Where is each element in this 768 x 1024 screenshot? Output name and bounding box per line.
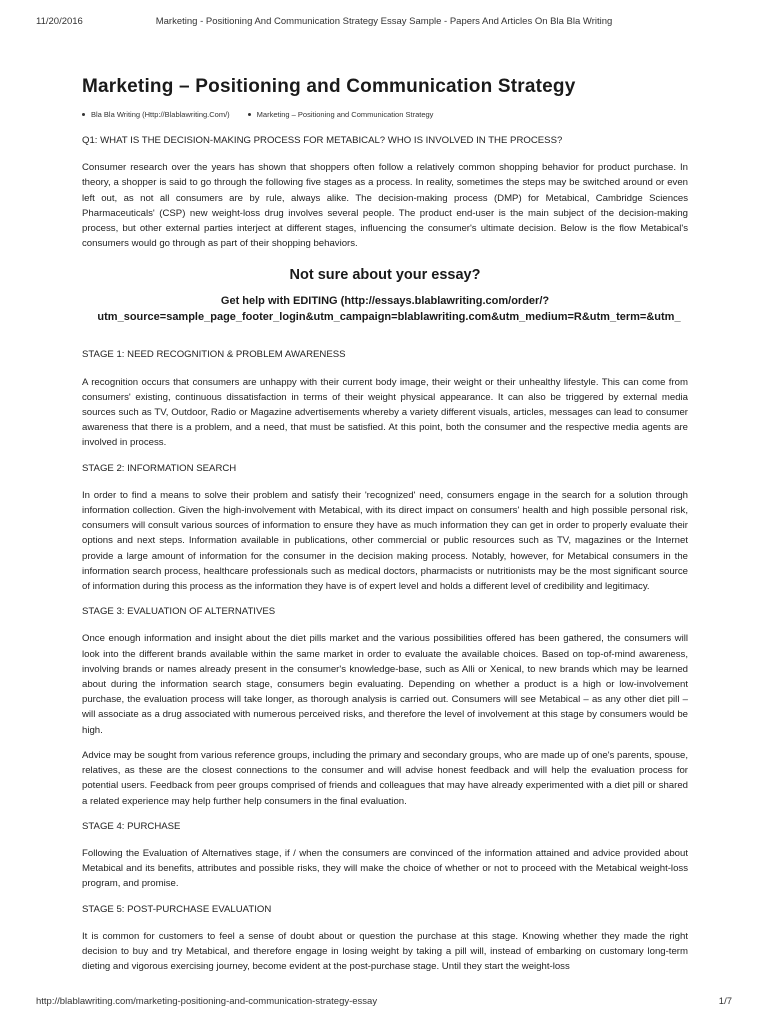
print-footer xyxy=(36,996,732,1010)
article xyxy=(82,76,688,984)
article-title: Marketing – Positioning and Communication Strategy xyxy=(82,76,576,97)
breadcrumb-item-current xyxy=(248,110,434,119)
stage1-paragraph: A recognition occurs that consumers are unhappy with their current body image, their weight or their unhealthy lifestyle. This can come from consumers' existing, continuous dissatisfaction in terms of their weight physical appearance. It can also be triggered by external media sources such as TV, Outdoor, Radio or Magazine advertisements whereby a variety different visuals, articles, messages can lead to consumer awareness that there is a problem, and a need, that must be satisfied. At this point, both the consumer and the respective media agents are involved in process. xyxy=(82,376,688,449)
stage4-paragraph: Following the Evaluation of Alternatives stage, if / when the consumers are convinced of the information attained and advice provided about Metabical and its benefits, attributes and possible risks, they will make the choice of whether or not to proceed with the Metabical weight-loss program, and promise. xyxy=(82,847,688,890)
print-header xyxy=(36,16,732,30)
editing-help-link[interactable] xyxy=(82,295,688,325)
page-number: 1/7 xyxy=(718,996,732,1007)
promo-link[interactable] xyxy=(82,293,688,325)
stage4-heading: STAGE 4: PURCHASE xyxy=(82,820,181,832)
question-heading: Q1: WHAT IS THE DECISION-MAKING PROCESS FOR METABICAL? WHO IS INVOLVED IN THE PROCESS? xyxy=(82,135,563,146)
stage5-paragraph: It is common for customers to feel a sense of doubt about or question the purchase at this stage. Knowing whether they made the right decision to buy and try Metabical, and therefore engage in losing weight by taking a pill will, instead of embarking on customary long-term dieting and vigorous exercising journey, become evident at the post-purchase stage. Until they start the weight-loss xyxy=(82,930,688,973)
stage3-paragraph-2: Advice may be sought from various reference groups, including the primary and secondary groups, who are made up of one's parents, spouse, relatives, as these are the closest connections to the consumer and will advise honest feedback and will help the evaluation process for potential users. Feedback from peer groups comprised of friends and colleagues that may have already experimented with a diet pill or shared a related experience may help further help consumers in the final evaluation. xyxy=(82,749,688,807)
intro-paragraph: Consumer research over the years has shown that shoppers often follow a relatively common shopping behavior for product purchase. In theory, a shopper is said to go through the following five stages as a process. In reality, sometimes the steps may be switched around or even left out, as not all consumers are by rule, always alike. The decision-making process (DMP) for Metabical, Cambridge Sciences Pharmaceuticals' (CSP) new weight-loss drug involves several people. The product end-user is the main subject of the decision-making process, but other external parties interject at different stages, influencing the consumer's ultimate decision. Below is the flow Metabical's consumers would go through as part of their shopping behaviors. xyxy=(82,162,688,250)
stage3-paragraph-1: Once enough information and insight about the diet pills market and the various possibilities offered has been gathered, the consumers will look into the different brands available within the same market in order to evaluate the available choices. Based on top-of-mind awareness, involving brands or names already present in the consumer's knowledge-base, such as Alli or Xenical, to new brands which may be learned about during the information search stage, consumers begin evaluating. Depending on whether a product is a high or low-involvement purchase, the evaluation process will take longer, as thorough analysis is carried out. Consumers will see Metabical – as any other diet pill – will associate as a drug associated with numerous perceived risks, and therefore the level of involvement at this stage by consumers would be high. xyxy=(82,633,688,736)
stage2-heading: STAGE 2: INFORMATION SEARCH xyxy=(82,462,237,474)
print-url: http://blablawriting.com/marketing-positioning-and-communication-strategy-essay xyxy=(36,996,378,1007)
breadcrumb-current-label: Marketing – Positioning and Communication Strategy xyxy=(256,110,434,119)
stage5-heading: STAGE 5: POST-PURCHASE EVALUATION xyxy=(82,903,272,915)
stage3-heading: STAGE 3: EVALUATION OF ALTERNATIVES xyxy=(82,606,276,618)
promo-link-line1: Get help with EDITING (http://essays.blablawriting.com/order/? xyxy=(220,295,550,308)
print-title: Marketing - Positioning And Communication Strategy Essay Sample - Papers And Articles On Bla Bla Writing xyxy=(155,16,613,27)
promo-heading: Not sure about your essay? xyxy=(289,267,481,284)
breadcrumb xyxy=(82,110,688,119)
stage2-paragraph: In order to find a means to solve their problem and satisfy their 'recognized' need, consumers engage in the search for a solution through information collection. Given the high-involvement with Metabical, with its direct impact on consumers' health and high possible personal risk, consumers will consult various sources of information to ensure they have as much information they can get in order to properly evaluate their options and next steps. Information available in publications, other commercial or public resources such as TV, magazines or the Internet provide a large amount of information for the consumer in the decision making process. Notably, however, for Metabical consumers in the information search process, healthcare professionals such as medical doctors, pharmacists or nutritionists may be the most significant source of information during this process as the information they have is of expert level and holds a different level of credibility and legitimacy. xyxy=(82,489,688,593)
promo-link-line2: utm_source=sample_page_footer_login&utm_campaign=blablawriting.com&utm_medium=R&utm_term=&utm_ xyxy=(97,311,681,324)
stage1-heading: STAGE 1: NEED RECOGNITION & PROBLEM AWARENESS xyxy=(82,349,346,361)
breadcrumb-link-home[interactable]: Bla Bla Writing (Http://Blablawriting.Com/) xyxy=(91,110,230,119)
breadcrumb-item-home xyxy=(82,110,230,119)
print-date: 11/20/2016 xyxy=(36,16,83,27)
